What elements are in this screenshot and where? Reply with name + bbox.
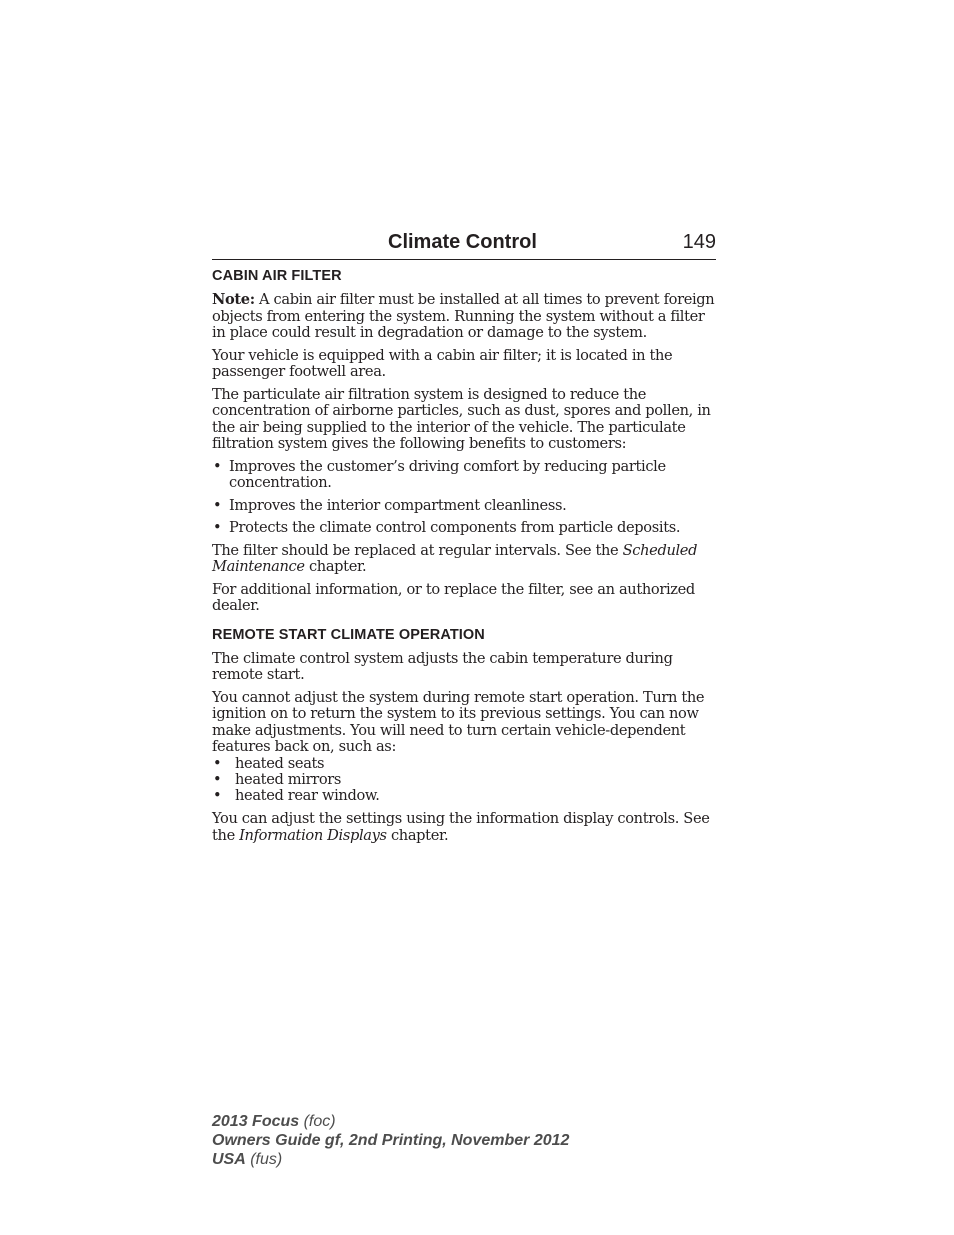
note-paragraph xyxy=(212,292,716,342)
display-text: You can adjust the settings using the information display controls. See the xyxy=(212,810,710,844)
section-heading-remote-start: REMOTE START CLIMATE OPERATION xyxy=(212,626,485,643)
page-header xyxy=(212,229,716,260)
display-text-end: chapter. xyxy=(386,826,449,844)
list-item: • Protects the climate control components from particle deposits. xyxy=(212,520,716,537)
note-text: A cabin air filter must be installed at all times to prevent foreign objects from entering the system. Running the system without a filter in place could result in degradation or damage to the system. xyxy=(212,291,715,341)
list-item: • heated rear window. xyxy=(212,788,716,804)
footer-model-line xyxy=(212,1112,569,1131)
scheduled-maintenance-reference: Scheduled Maintenance xyxy=(212,541,698,575)
list-item: • Improves the interior compartment cleanliness. xyxy=(212,498,716,515)
list-item: • Improves the customer’s driving comfort by reducing particle concentration. xyxy=(212,459,716,492)
footer-model-code: (foc) xyxy=(299,1113,336,1130)
replace-filter-paragraph xyxy=(212,543,716,576)
features-list xyxy=(212,756,716,805)
page-content xyxy=(212,266,716,850)
dealer-paragraph: For additional information, or to replace the filter, see an authorized dealer. xyxy=(212,580,695,614)
filtration-system-paragraph: The particulate air filtration system is designed to reduce the concentration of airborne particles, such as dust, spores and pollen, in the air being supplied to the interior of the vehicle. The particulate filtration system gives the following benefits to customers: xyxy=(212,385,711,452)
footer-market: USA xyxy=(212,1151,246,1168)
information-displays-reference: Information Displays xyxy=(239,826,387,844)
section-heading-cabin-air-filter: CABIN AIR FILTER xyxy=(212,268,342,284)
footer-market-code: (fus) xyxy=(245,1151,283,1168)
footer-model: 2013 Focus xyxy=(212,1113,300,1130)
chapter-title: Climate Control xyxy=(388,231,537,253)
benefits-list xyxy=(212,459,716,537)
footer-guide-line xyxy=(212,1131,569,1150)
page-number: 149 xyxy=(682,231,716,253)
page-footer xyxy=(212,1112,569,1169)
replace-text: The filter should be replaced at regular intervals. See the xyxy=(212,541,623,559)
note-label: Note: xyxy=(212,291,255,308)
information-display-paragraph xyxy=(212,811,716,844)
list-item: • heated seats xyxy=(212,756,716,772)
remote-start-adjusts-paragraph: The climate control system adjusts the cabin temperature during remote start. xyxy=(212,649,673,683)
filter-location-paragraph: Your vehicle is equipped with a cabin air filter; it is located in the passenger footwell area. xyxy=(212,346,673,380)
list-item: • heated mirrors xyxy=(212,772,716,788)
footer-guide: Owners Guide gf, 2nd Printing, November 2012 xyxy=(212,1132,570,1149)
replace-text-end: chapter. xyxy=(304,558,367,575)
remote-start-cannot-adjust-paragraph: You cannot adjust the system during remote start operation. Turn the ignition on to return the system to its previous settings. You can now make adjustments. You will need to turn certain vehicle-dependent features back on, such as: xyxy=(212,688,705,755)
footer-market-line xyxy=(212,1150,569,1169)
